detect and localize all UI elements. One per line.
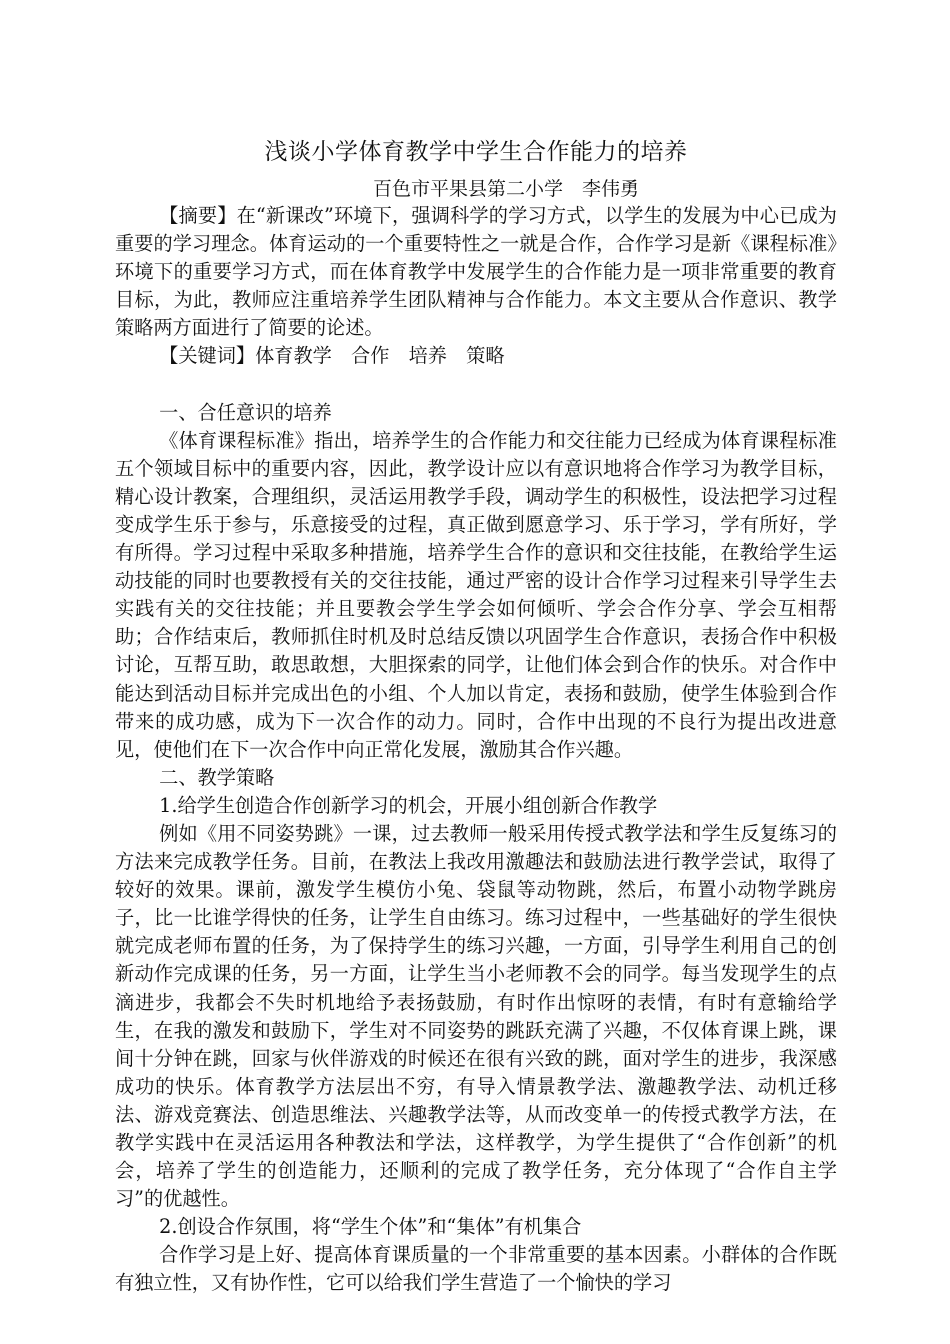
section1-heading: 一、合任意识的培养 — [159, 400, 332, 424]
keywords-line: 【关键词】体育教学 合作 培养 策略 — [159, 344, 505, 368]
section1-paragraph: 《体育课程标准》指出，培养学生的合作能力和交往能力已经成为体育课程标准五个领域目标中的重要内容，因此，教学设计应以有意识地将合作学习为教学目标，精心设计教案，合理组织，灵活运用教学手段，调动学生的积极性，设法把学习过程变成学生乐于参与，乐意接受的过程，真正做到愿意学习、乐于学习，学有所好，学有所得。学习过程中采取多种措施，培养学生合作的意识和交往技能，在教给学生运动技能的同时也要教授有关的交往技能，通过严密的设计合作学习过程来引导学生去实践有关的交往技能；并且要教会学生学会如何倾听、学会合作分享、学会互相帮助；合作结束后，教师抓住时机及时总结反馈以巩固学生合作意识，表扬合作中积极讨论，互帮互助，敢思敢想，大胆探索的同学，让他们体会到合作的快乐。对合作中能达到活动目标并完成出色的小组、个人加以肯定，表扬和鼓励，使学生体验到合作带来的成功感，成为下一次合作的动力。同时，合作中出现的不良行为提出改进意见，使他们在下一次合作中向正常化发展，激励其合作兴趣。 — [115, 428, 837, 761]
subsection2-paragraph: 合作学习是上好、提高体育课质量的一个非常重要的基本因素。小群体的合作既有独立性，又有协作性，它可以给我们学生营造了一个愉快的学习 — [115, 1243, 837, 1295]
blank-line — [115, 371, 837, 399]
section2-heading: 二、教学策略 — [159, 765, 275, 789]
abstract-paragraph: 【摘要】在“新课改”环境下，强调科学的学习方式，以学生的发展为中心已成为重要的学习理念。体育运动的一个重要特性之一就是合作，合作学习是新《课程标准》环境下的重要学习方式，而在体育教学中发展学生的合作能力是一项非常重要的教育目标，为此，教师应注重培养学生团队精神与合作能力。本文主要从合作意识、教学策略两方面进行了简要的论述。 — [115, 204, 837, 340]
document-page — [115, 136, 837, 1298]
subsection1-heading: 1.给学生创造合作创新学习的机会，开展小组创新合作教学 — [159, 793, 658, 817]
subsection1-paragraph: 例如《用不同姿势跳》一课，过去教师一般采用传授式教学法和学生反复练习的方法来完成教学任务。目前，在教法上我改用激趣法和鼓励法进行教学尝试，取得了较好的效果。课前，激发学生模仿小兔、袋鼠等动物跳，然后，布置小动物学跳房子，比一比谁学得快的任务，让学生自由练习。练习过程中，一些基础好的学生很快就完成老师布置的任务，为了保持学生的练习兴趣，一方面，引导学生利用自己的创新动作完成课的任务，另一方面，让学生当小老师教不会的同学。每当发现学生的点滴进步，我都会不失时机地给予表扬鼓励，有时作出惊呀的表情，有时有意输给学生，在我的激发和鼓励下，学生对不同姿势的跳跃充满了兴趣，不仅体育课上跳，课间十分钟在跳，回家与伙伴游戏的时候还在很有兴致的跳，面对学生的进步，我深感成功的快乐。体育教学方法层出不穷，有导入情景教学法、激趣教学法、动机迁移法、游戏竞赛法、创造思维法、兴趣教学法等，从而改变单一的传授式教学方法，在教学实践中在灵活运用各种教法和学法，这样教学，为学生提供了“合作创新”的机会，培养了学生的创造能力，还顺利的完成了教学任务，充分体现了“合作自主学习”的优越性。 — [115, 821, 837, 1211]
subsection2-heading: 2.创设合作氛围，将“学生个体”和“集体”有机集合 — [159, 1215, 582, 1239]
author-line: 百色市平果县第二小学 李伟勇 — [372, 178, 639, 200]
document-title: 浅谈小学体育教学中学生合作能力的培养 — [264, 139, 688, 165]
